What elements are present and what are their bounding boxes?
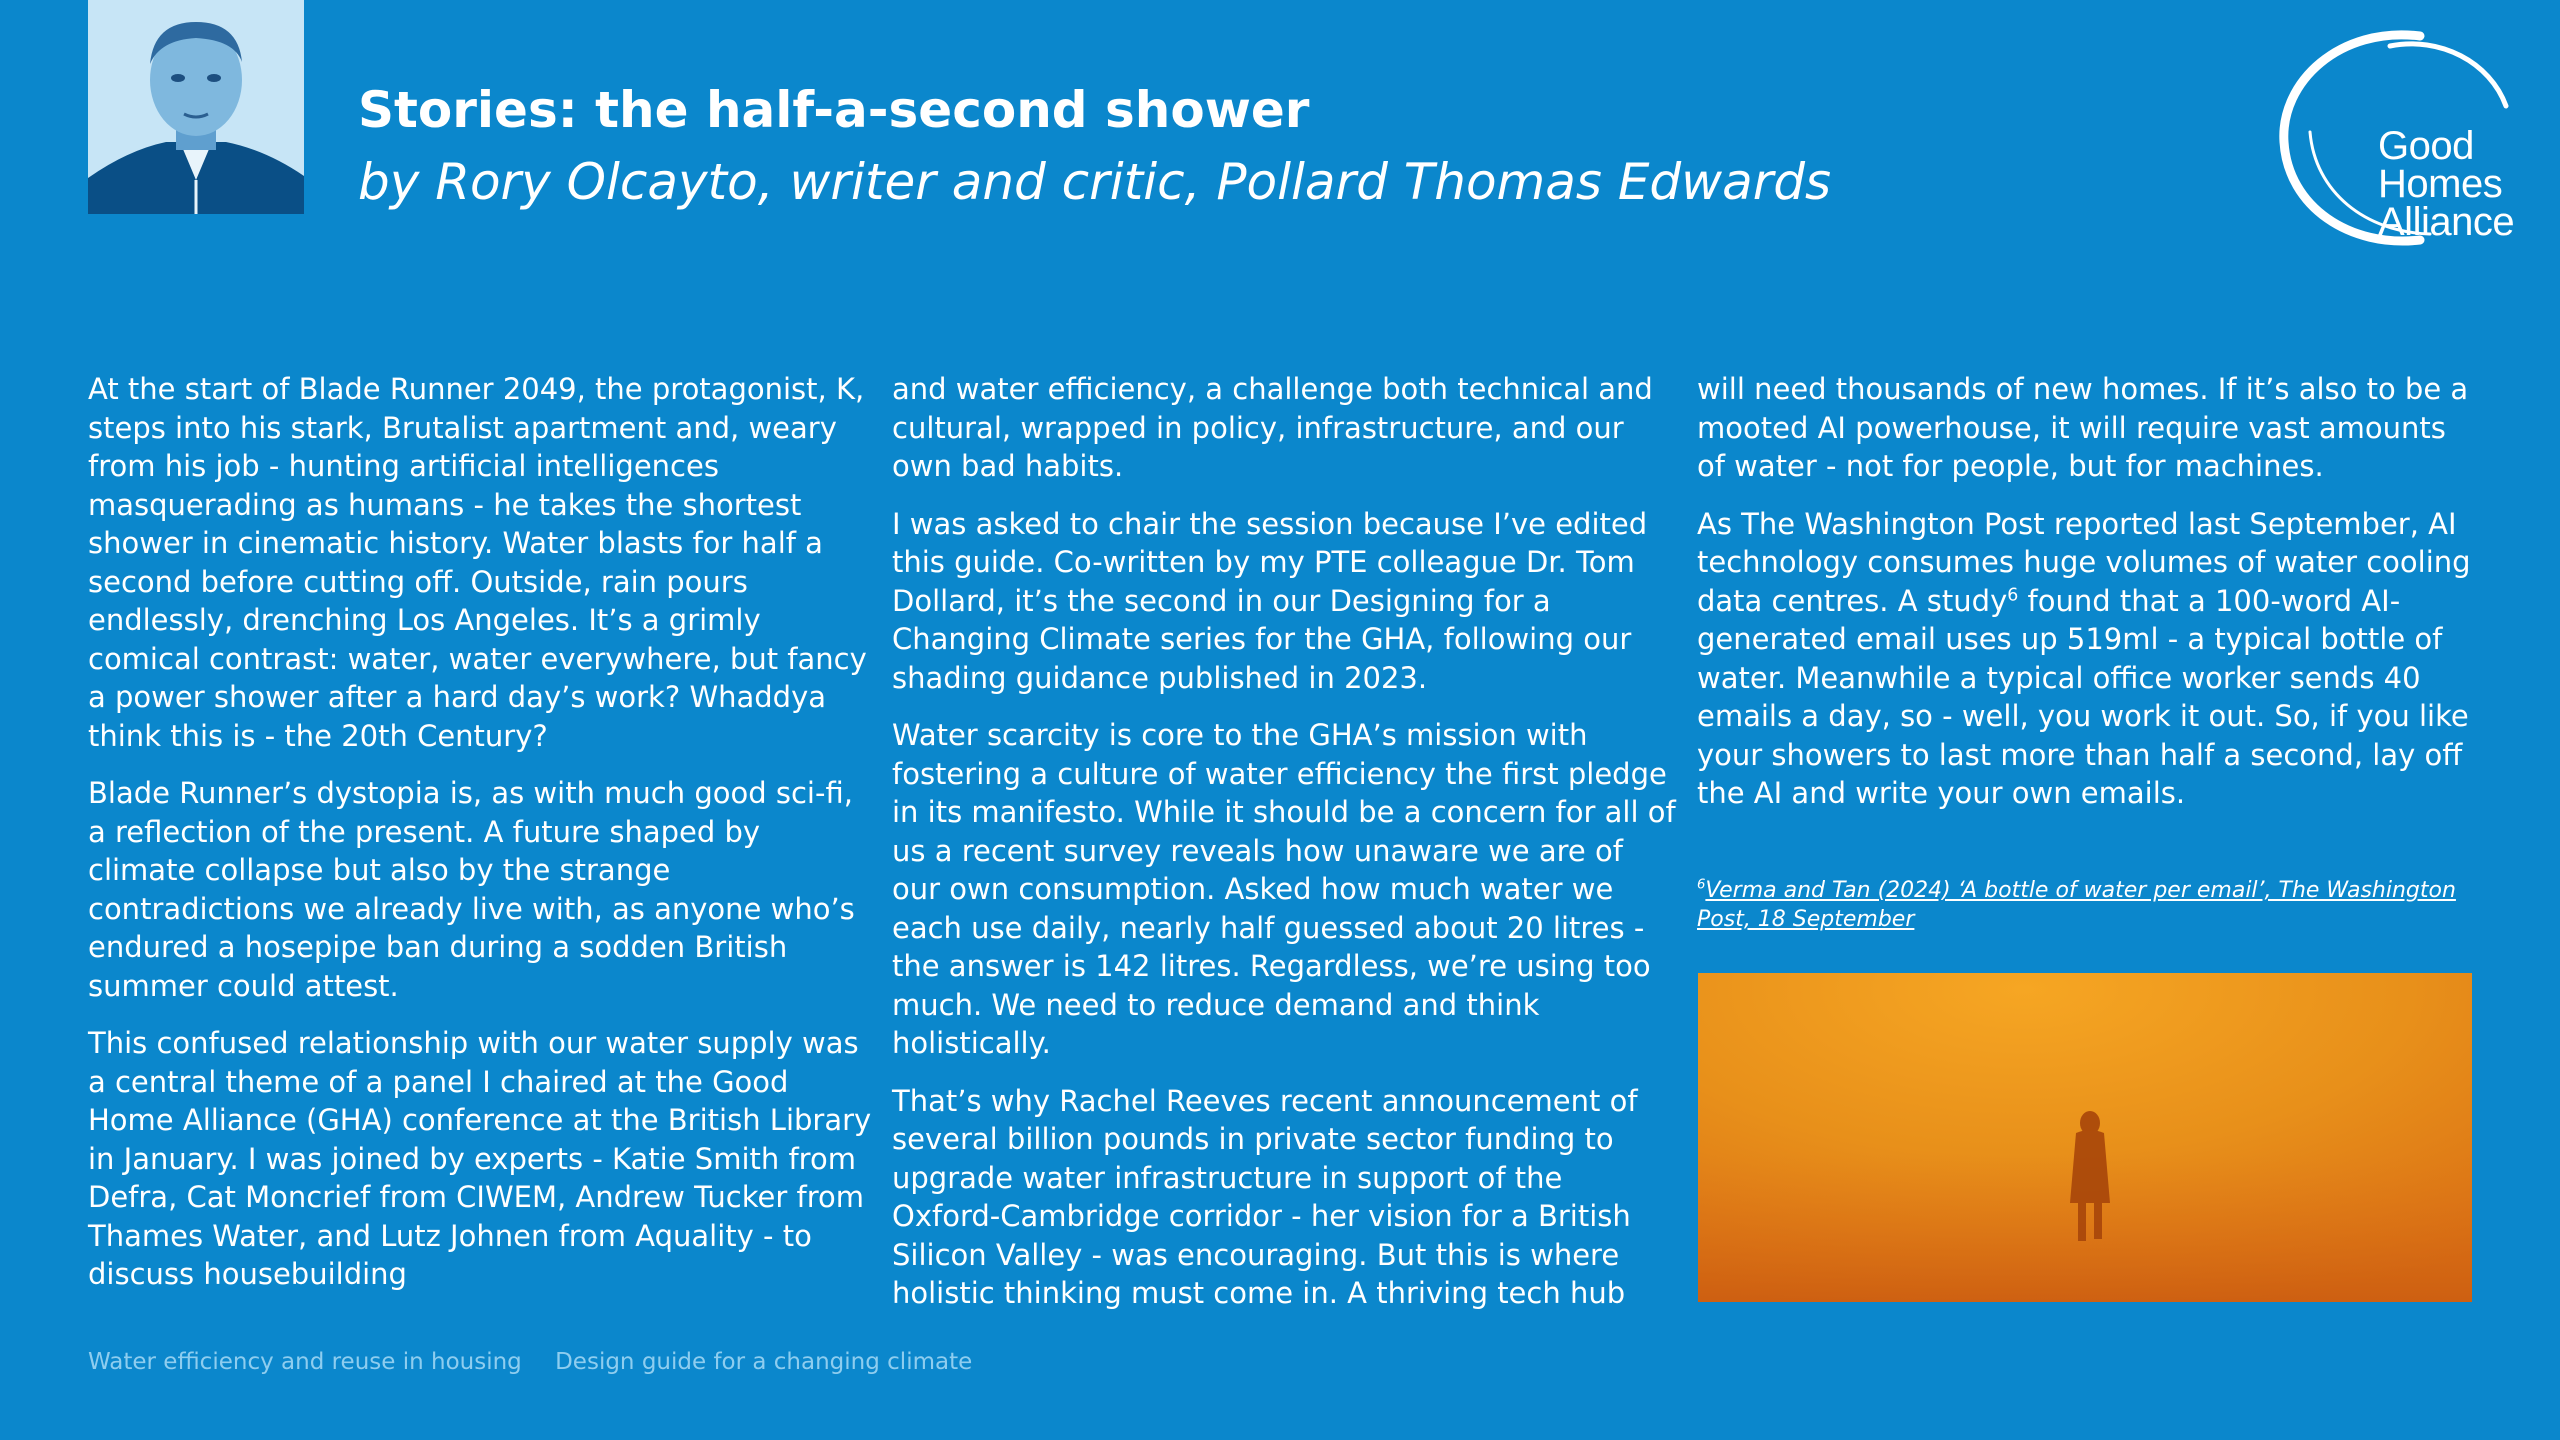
author-portrait-image (88, 0, 304, 214)
logo-line-good: Good (2378, 124, 2474, 168)
paragraph-text: found that a 100-word AI-generated email uses up 519ml - a typical bottle of water. Meanwhile a typical office worker sends 40 emails a day, so - well, you work it out. So, if you like your showers to last more than half a second, lay off the AI and write your own emails. (1697, 583, 2469, 810)
paragraph: At the start of Blade Runner 2049, the protagonist, K, steps into his stark, Brutalist apartment and, weary from his job - hunting artificial intelligences masquerading as humans - he takes the shortest shower in cinematic history. Water blasts for half a second before cutting off. Outside, rain pours endlessly, drenching Los Angeles. It’s a grimly comical contrast: water, water everywhere, but fancy a power shower after a hard day’s work? Whaddya think this is - the 20th Century? (88, 372, 867, 753)
figure-in-orange-haze-image (1698, 973, 2472, 1302)
page-footer (88, 1349, 998, 1375)
good-homes-alliance-logo (2270, 22, 2540, 262)
article-column-1 (88, 370, 872, 1313)
paragraph-text: As The Washington Post reported last September, AI technology consumes huge volumes of water cooling data centres. A study (1697, 506, 2471, 618)
footnote (1697, 876, 2477, 934)
paragraph: Water scarcity is core to the GHA’s mission with fostering a culture of water efficiency the first pledge in its manifesto. While it should be a concern for all of us a recent survey reveals how unaware we are of our own consumption. Asked how much water we each use daily, nearly half guessed about 20 litres - the answer is 142 litres. Regardless, we’re using too much. We need to reduce demand and think holistically. (892, 718, 1676, 1060)
author-portrait (88, 0, 304, 214)
article-column-3 (1697, 370, 2479, 832)
paragraph (1697, 505, 2479, 813)
logo-wordmark (2378, 124, 2515, 244)
footer-guide-title: Water efficiency and reuse in housing (88, 1349, 522, 1375)
paragraph: and water efficiency, a challenge both technical and cultural, wrapped in policy, infrastructure, and our own bad habits. (892, 372, 1653, 483)
logo-line-alliance: Alliance (2378, 200, 2515, 244)
blade-runner-still-image (1698, 973, 2472, 1302)
paragraph: This confused relationship with our water supply was a central theme of a panel I chaired at the Good Home Alliance (GHA) conference at the British Library in January. I was joined by experts - Katie Smith from Defra, Cat Moncrief from CIWEM, Andrew Tucker from Thames Water, and Lutz Johnen from Aquality - to discuss housebuilding (88, 1026, 872, 1291)
footnote-link[interactable]: Verma and Tan (2024) ‘A bottle of water per email’, The Washington Post, 18 September (1697, 878, 2456, 932)
paragraph: That’s why Rachel Reeves recent announcement of several billion pounds in private sector funding to upgrade water infrastructure in support of the Oxford-Cambridge corridor - her vision for a British Silicon Valley - was encouraging. But this is where holistic thinking must come in. A thriving tech hub (892, 1083, 1638, 1310)
footnote-marker: 6 (1697, 877, 1706, 893)
paragraph: Blade Runner’s dystopia is, as with much good sci-fi, a reflection of the present. A future shaped by climate collapse but also by the strange contradictions we already live with, as anyone who’s endured a hosepipe ban during a sodden British summer could attest. (88, 776, 855, 1003)
logo-line-homes: Homes (2378, 162, 2503, 206)
paragraph: I was asked to chair the session because I’ve edited this guide. Co-written by my PTE colleague Dr. Tom Dollard, it’s the second in our Designing for a Changing Climate series for the GHA, following our shading guidance published in 2023. (892, 506, 1648, 695)
paragraph: will need thousands of new homes. If it’s also to be a mooted AI powerhouse, it will require vast amounts of water - not for people, but for machines. (1697, 372, 2469, 483)
page-title: Stories: the half-a-second shower (358, 81, 1310, 139)
article-column-2 (892, 370, 1676, 1332)
footer-series-title: Design guide for a changing climate (555, 1349, 973, 1375)
author-byline: by Rory Olcayto, writer and critic, Pollard Thomas Edwards (358, 153, 1832, 211)
footnote-reference[interactable]: 6 (2007, 584, 2019, 605)
